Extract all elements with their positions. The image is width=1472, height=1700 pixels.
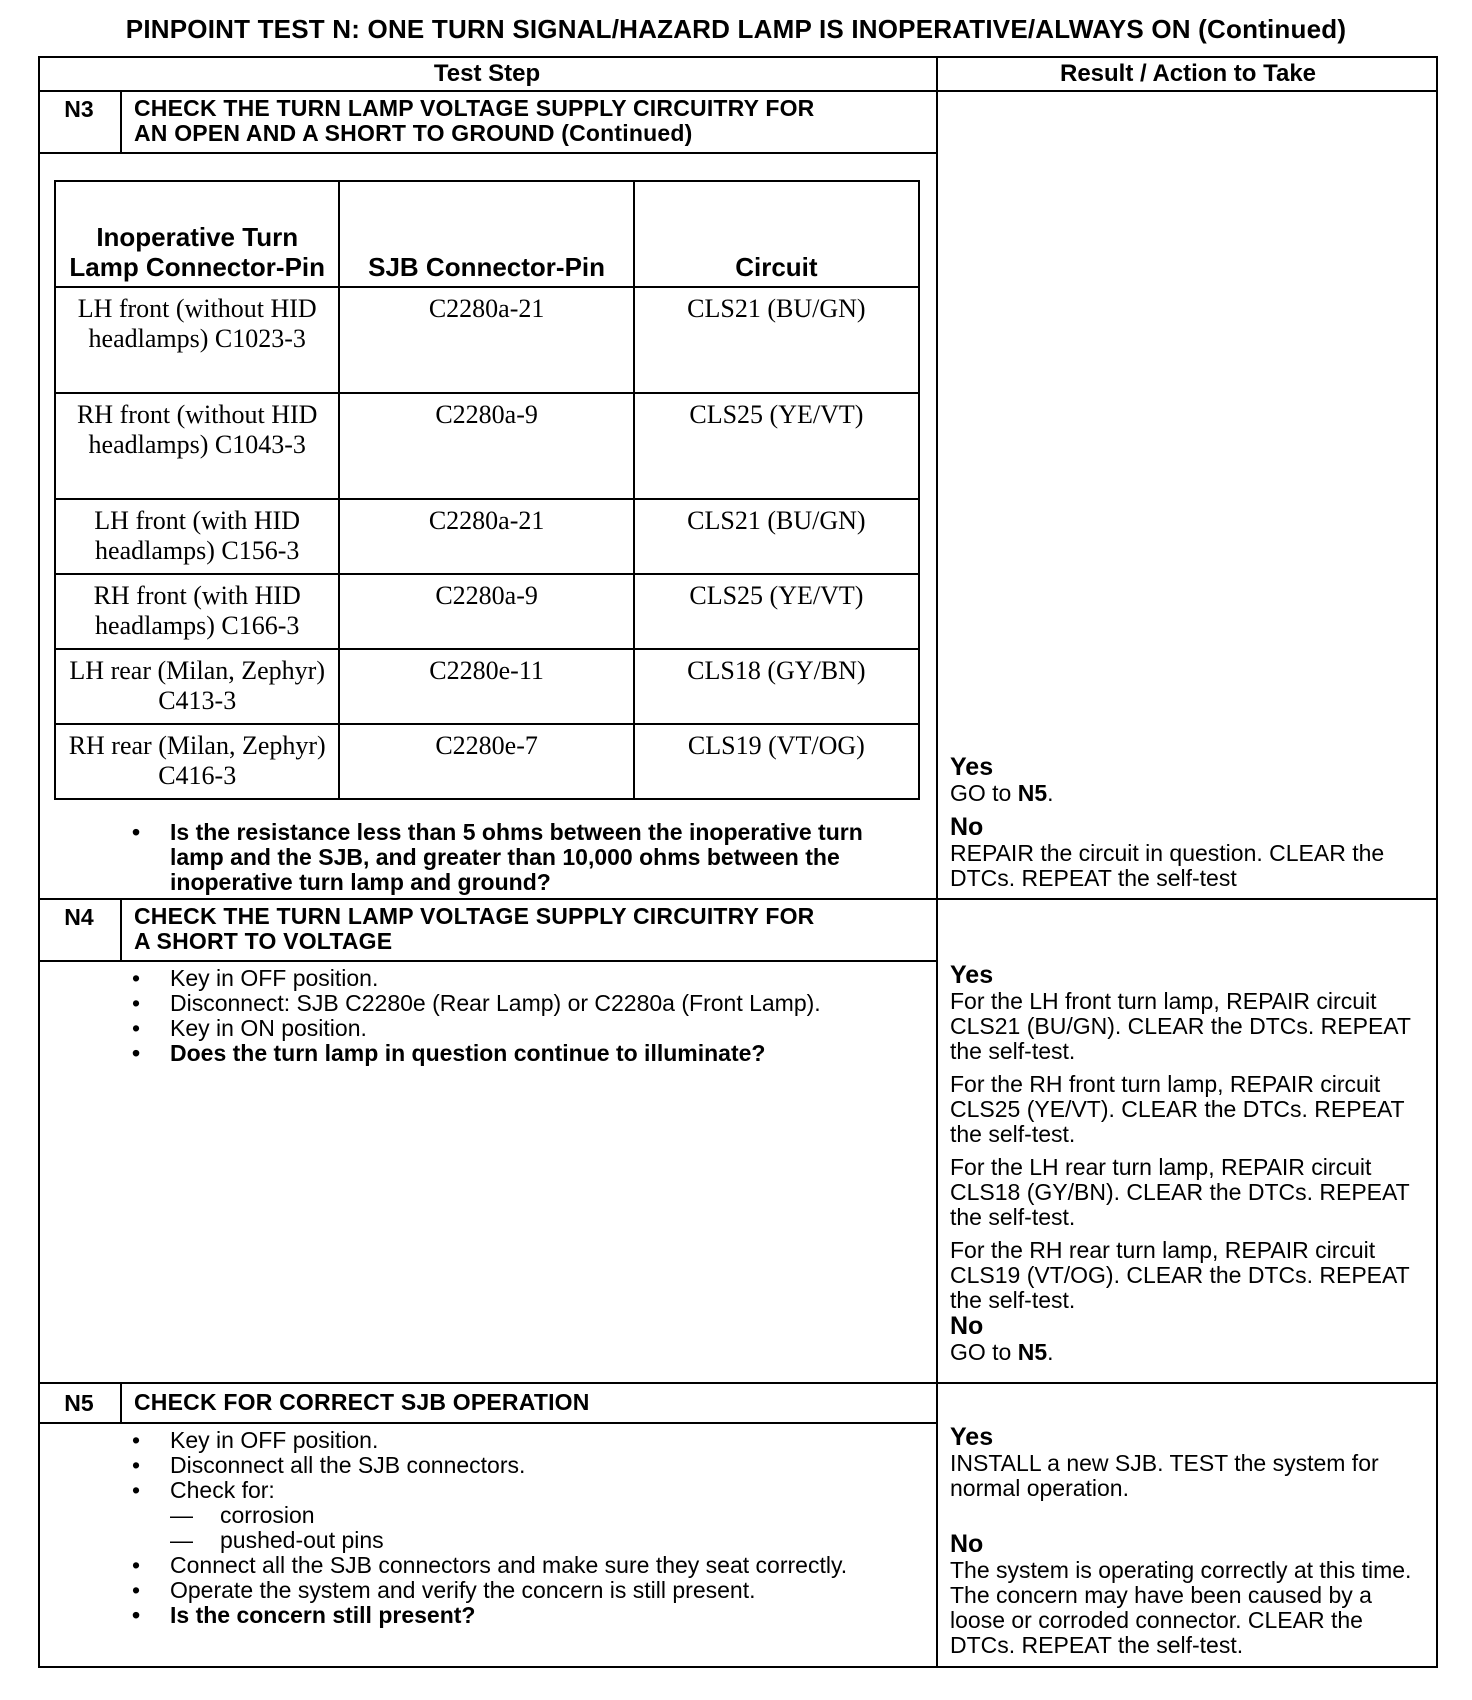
n4-yes-item: For the LH front turn lamp, REPAIR circuit CLS21 (BU/GN). CLEAR the DTCs. REPEAT the self-test. xyxy=(950,988,1411,1064)
table-cell: CLS21 (BU/GN) xyxy=(634,499,919,574)
n4-yes-item: For the RH rear turn lamp, REPAIR circuit CLS19 (VT/OG). CLEAR the DTCs. REPEAT the self-test. xyxy=(950,1237,1410,1313)
n5-no-action: The system is operating correctly at this time. The concern may have been caused by a loose or corroded connector. CLEAR the DTCs. REPEAT the self-test. xyxy=(950,1557,1412,1658)
table-cell: RH rear (Milan, Zephyr) C416-3 xyxy=(55,724,339,799)
table-cell: CLS21 (BU/GN) xyxy=(634,287,919,393)
check-item: — pushed-out pins xyxy=(132,1528,922,1553)
table-row xyxy=(55,649,919,724)
list-item: • Check for: xyxy=(132,1478,922,1503)
n4-result xyxy=(950,962,1436,1365)
n4-yes-item: For the LH rear turn lamp, REPAIR circuit CLS18 (GY/BN). CLEAR the DTCs. REPEAT the self-test. xyxy=(950,1154,1410,1230)
column-header: Inoperative Turn Lamp Connector-Pin xyxy=(55,181,339,287)
table-cell: C2280a-21 xyxy=(339,287,633,393)
table-row xyxy=(55,574,919,649)
n4-title-divider xyxy=(38,960,936,962)
table-cell: C2280e-7 xyxy=(339,724,633,799)
table-cell: RH front (with HID headlamps) C166-3 xyxy=(55,574,339,649)
header-result: Result / Action to Take xyxy=(1059,60,1317,87)
n4-id-divider xyxy=(120,898,122,960)
n4-no-label: No xyxy=(950,1312,984,1340)
table-cell: C2280a-9 xyxy=(339,574,633,649)
column-divider xyxy=(936,56,938,1668)
n3-question: • Is the resistance less than 5 ohms between the inoperative turn lamp and the SJB, and greater than 10,000 ohms between the inoperative turn lamp and ground? xyxy=(132,820,912,895)
n4-no-action: GO to N5. xyxy=(950,1339,1054,1365)
n5-yes-label: Yes xyxy=(950,1423,994,1451)
table-cell: CLS18 (GY/BN) xyxy=(634,649,919,724)
list-item: • Key in ON position. xyxy=(132,1016,922,1041)
list-item: • Key in OFF position. xyxy=(132,966,922,991)
n5-result xyxy=(950,1424,1420,1658)
n3-yes-label: Yes xyxy=(950,753,994,781)
header-test-step: Test Step xyxy=(433,60,541,87)
n5-step-list xyxy=(132,1428,922,1628)
table-row xyxy=(55,393,919,499)
connector-pin-table xyxy=(54,180,920,800)
table-header-row xyxy=(55,181,919,287)
table-cell: LH rear (Milan, Zephyr) C413-3 xyxy=(55,649,339,724)
page-title: PINPOINT TEST N: ONE TURN SIGNAL/HAZARD LAMP IS INOPERATIVE/ALWAYS ON (Continued) xyxy=(125,14,1347,44)
n5-yes-action: INSTALL a new SJB. TEST the system for normal operation. xyxy=(950,1450,1379,1501)
check-item: — corrosion xyxy=(132,1503,922,1528)
table-cell: LH front (without HID headlamps) C1023-3 xyxy=(55,287,339,393)
column-header: SJB Connector-Pin xyxy=(339,181,633,287)
n4-yes-item: For the RH front turn lamp, REPAIR circuit CLS25 (YE/VT). CLEAR the DTCs. REPEAT the self-test. xyxy=(950,1071,1405,1147)
n3-yes-action: GO to N5. xyxy=(950,780,1054,806)
table-cell: CLS25 (YE/VT) xyxy=(634,574,919,649)
table-cell: RH front (without HID headlamps) C1043-3 xyxy=(55,393,339,499)
list-item: • Key in OFF position. xyxy=(132,1428,922,1453)
header-divider xyxy=(38,90,1438,92)
n4-step-list xyxy=(132,966,922,1066)
n4-row-divider xyxy=(38,1382,1438,1384)
table-cell: C2280a-21 xyxy=(339,499,633,574)
list-item: • Disconnect: SJB C2280e (Rear Lamp) or C2280a (Front Lamp). xyxy=(132,991,922,1016)
n3-no-label: No xyxy=(950,813,984,841)
n3-id-divider xyxy=(120,90,122,152)
n5-title-divider xyxy=(38,1422,936,1424)
table-cell: CLS25 (YE/VT) xyxy=(634,393,919,499)
n3-no-action: REPAIR the circuit in question. CLEAR the DTCs. REPEAT the self-test xyxy=(950,840,1385,891)
step-title-n3: CHECK THE TURN LAMP VOLTAGE SUPPLY CIRCUITRY FOR AN OPEN AND A SHORT TO GROUND (Continued) xyxy=(134,95,815,146)
step-id-n5: N5 xyxy=(64,1390,94,1416)
n3-title-divider xyxy=(38,152,936,154)
n5-no-label: No xyxy=(950,1530,984,1558)
step-id-n4: N4 xyxy=(64,904,94,930)
list-item: • Operate the system and verify the concern is still present. xyxy=(132,1578,922,1603)
step-id-n3: N3 xyxy=(64,96,94,122)
n3-row-divider xyxy=(38,898,1438,900)
table-cell: C2280e-11 xyxy=(339,649,633,724)
table-cell: LH front (with HID headlamps) C156-3 xyxy=(55,499,339,574)
n5-question: • Is the concern still present? xyxy=(132,1603,922,1628)
list-item: • Connect all the SJB connectors and make sure they seat correctly. xyxy=(132,1553,922,1578)
table-cell: C2280a-9 xyxy=(339,393,633,499)
table-cell: CLS19 (VT/OG) xyxy=(634,724,919,799)
step-title-n4: CHECK THE TURN LAMP VOLTAGE SUPPLY CIRCUITRY FOR A SHORT TO VOLTAGE xyxy=(134,903,815,954)
table-row xyxy=(55,724,919,799)
n3-result xyxy=(950,754,1436,891)
n4-question: • Does the turn lamp in question continue to illuminate? xyxy=(132,1041,922,1066)
table-row xyxy=(55,287,919,393)
n3-question-list xyxy=(132,820,912,895)
step-title-n5: CHECK FOR CORRECT SJB OPERATION xyxy=(134,1389,590,1415)
n4-yes-label: Yes xyxy=(950,961,994,989)
list-item: • Disconnect all the SJB connectors. xyxy=(132,1453,922,1478)
n5-id-divider xyxy=(120,1382,122,1422)
column-header: Circuit xyxy=(634,181,919,287)
table-row xyxy=(55,499,919,574)
